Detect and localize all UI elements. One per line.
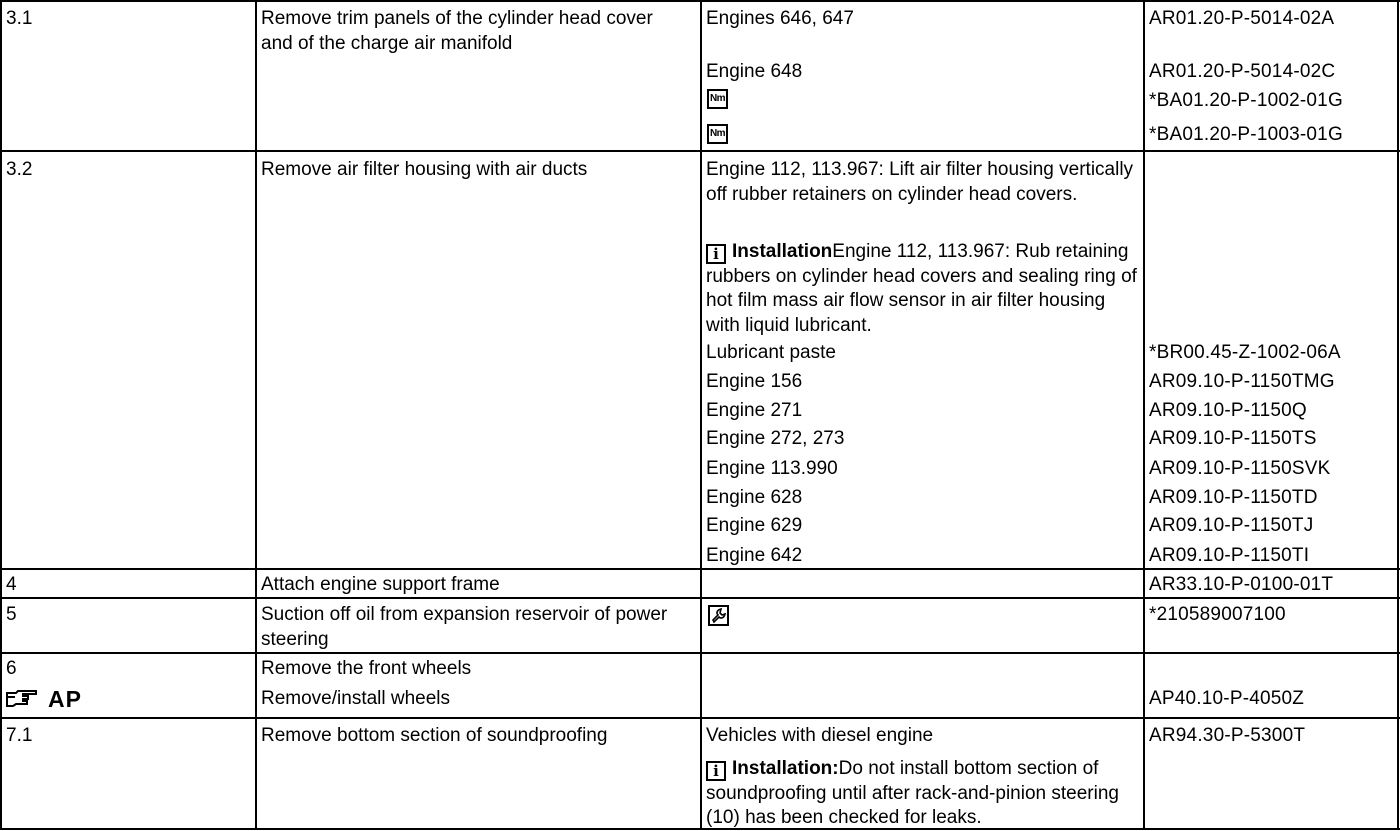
condition-text: Engine 272, 273 <box>706 428 845 449</box>
reference-link[interactable]: AR09.10-P-1150TMG <box>1149 371 1335 392</box>
info-icon: i <box>706 244 726 264</box>
torque-nm-icon[interactable]: Nm <box>707 89 728 109</box>
reference-link[interactable]: AR94.30-P-5300T <box>1149 725 1306 746</box>
step-number: 7.1 <box>6 725 33 746</box>
operation-text: Suction off oil from expansion reservoir of power steering <box>261 604 668 650</box>
info-icon: i <box>706 761 726 781</box>
reference-link[interactable]: *BA01.20-P-1003-01G <box>1149 124 1343 145</box>
operation-text: Attach engine support frame <box>261 574 500 595</box>
operation-text: Remove bottom section of soundproofing <box>261 725 608 746</box>
step-number: 6 <box>6 658 17 679</box>
reference-link[interactable]: AR09.10-P-1150TS <box>1149 428 1317 449</box>
condition-text: Engine 156 <box>706 371 803 392</box>
condition-text: Engine 628 <box>706 487 803 508</box>
table-border-right <box>1397 0 1399 830</box>
installation-note <box>706 757 1138 831</box>
ap-label: AP <box>48 686 82 712</box>
installation-label: Installation: <box>732 758 839 779</box>
reference-link[interactable]: AR33.10-P-0100-01T <box>1149 574 1334 595</box>
condition-text: Engines 646, 647 <box>706 8 854 29</box>
reference-link[interactable]: AR01.20-P-5014-02A <box>1149 8 1335 29</box>
condition-text: Vehicles with diesel engine <box>706 725 934 746</box>
condition-text: Engine 648 <box>706 61 803 82</box>
condition-text: Engine 271 <box>706 400 803 421</box>
step-number: 3.1 <box>6 8 33 29</box>
installation-note <box>706 240 1138 338</box>
column-divider <box>700 0 702 830</box>
step-number: 3.2 <box>6 159 33 180</box>
torque-nm-icon[interactable]: Nm <box>707 124 728 144</box>
condition-text: Engine 642 <box>706 545 803 566</box>
reference-link[interactable]: AR09.10-P-1150TI <box>1149 545 1310 566</box>
condition-text: Engine 113.990 <box>706 458 838 479</box>
special-tool-icon[interactable] <box>708 605 729 626</box>
condition-text: Lubricant paste <box>706 342 836 363</box>
pointing-hand-icon <box>6 689 40 707</box>
tool-glyph <box>710 607 727 624</box>
reference-link[interactable]: AR09.10-P-1150Q <box>1149 400 1307 421</box>
operation-text: Remove trim panels of the cylinder head cover and of the charge air manifold <box>261 8 653 54</box>
reference-link[interactable]: AR09.10-P-1150SVK <box>1149 458 1331 479</box>
operation-text: Remove the front wheels <box>261 658 472 679</box>
sub-operation-text: Remove/install wheels <box>261 688 451 709</box>
reference-link[interactable]: AR09.10-P-1150TJ <box>1149 515 1314 536</box>
column-divider <box>255 0 257 830</box>
step-number: 5 <box>6 604 17 625</box>
reference-link[interactable]: *BA01.20-P-1002-01G <box>1149 90 1343 111</box>
installation-text: Do not install bottom section of soundproofing until after rack-and-pinion steering (10) has been checked for leaks. <box>706 758 1119 828</box>
reference-link[interactable]: AR01.20-P-5014-02C <box>1149 61 1336 82</box>
note-text: Engine 112, 113.967: Lift air filter housing vertically off rubber retainers on cylinder head covers. <box>706 159 1134 205</box>
condition-text: Engine 629 <box>706 515 803 536</box>
operation-text: Remove air filter housing with air ducts <box>261 159 588 180</box>
installation-label: Installation <box>732 241 833 262</box>
column-divider <box>1143 0 1145 830</box>
reference-link[interactable]: *BR00.45-Z-1002-06A <box>1149 342 1341 363</box>
reference-link[interactable]: AR09.10-P-1150TD <box>1149 487 1318 508</box>
table-border-left <box>0 0 2 830</box>
installation-text: Engine 112, 113.967: Rub retaining rubbers on cylinder head covers and sealing ring of hot film mass air flow sensor in air filter housing with liquid lubricant. <box>706 241 1137 336</box>
step-number: 4 <box>6 574 17 595</box>
reference-link[interactable]: AP40.10-P-4050Z <box>1149 688 1305 709</box>
reference-link[interactable]: *210589007100 <box>1149 604 1286 625</box>
